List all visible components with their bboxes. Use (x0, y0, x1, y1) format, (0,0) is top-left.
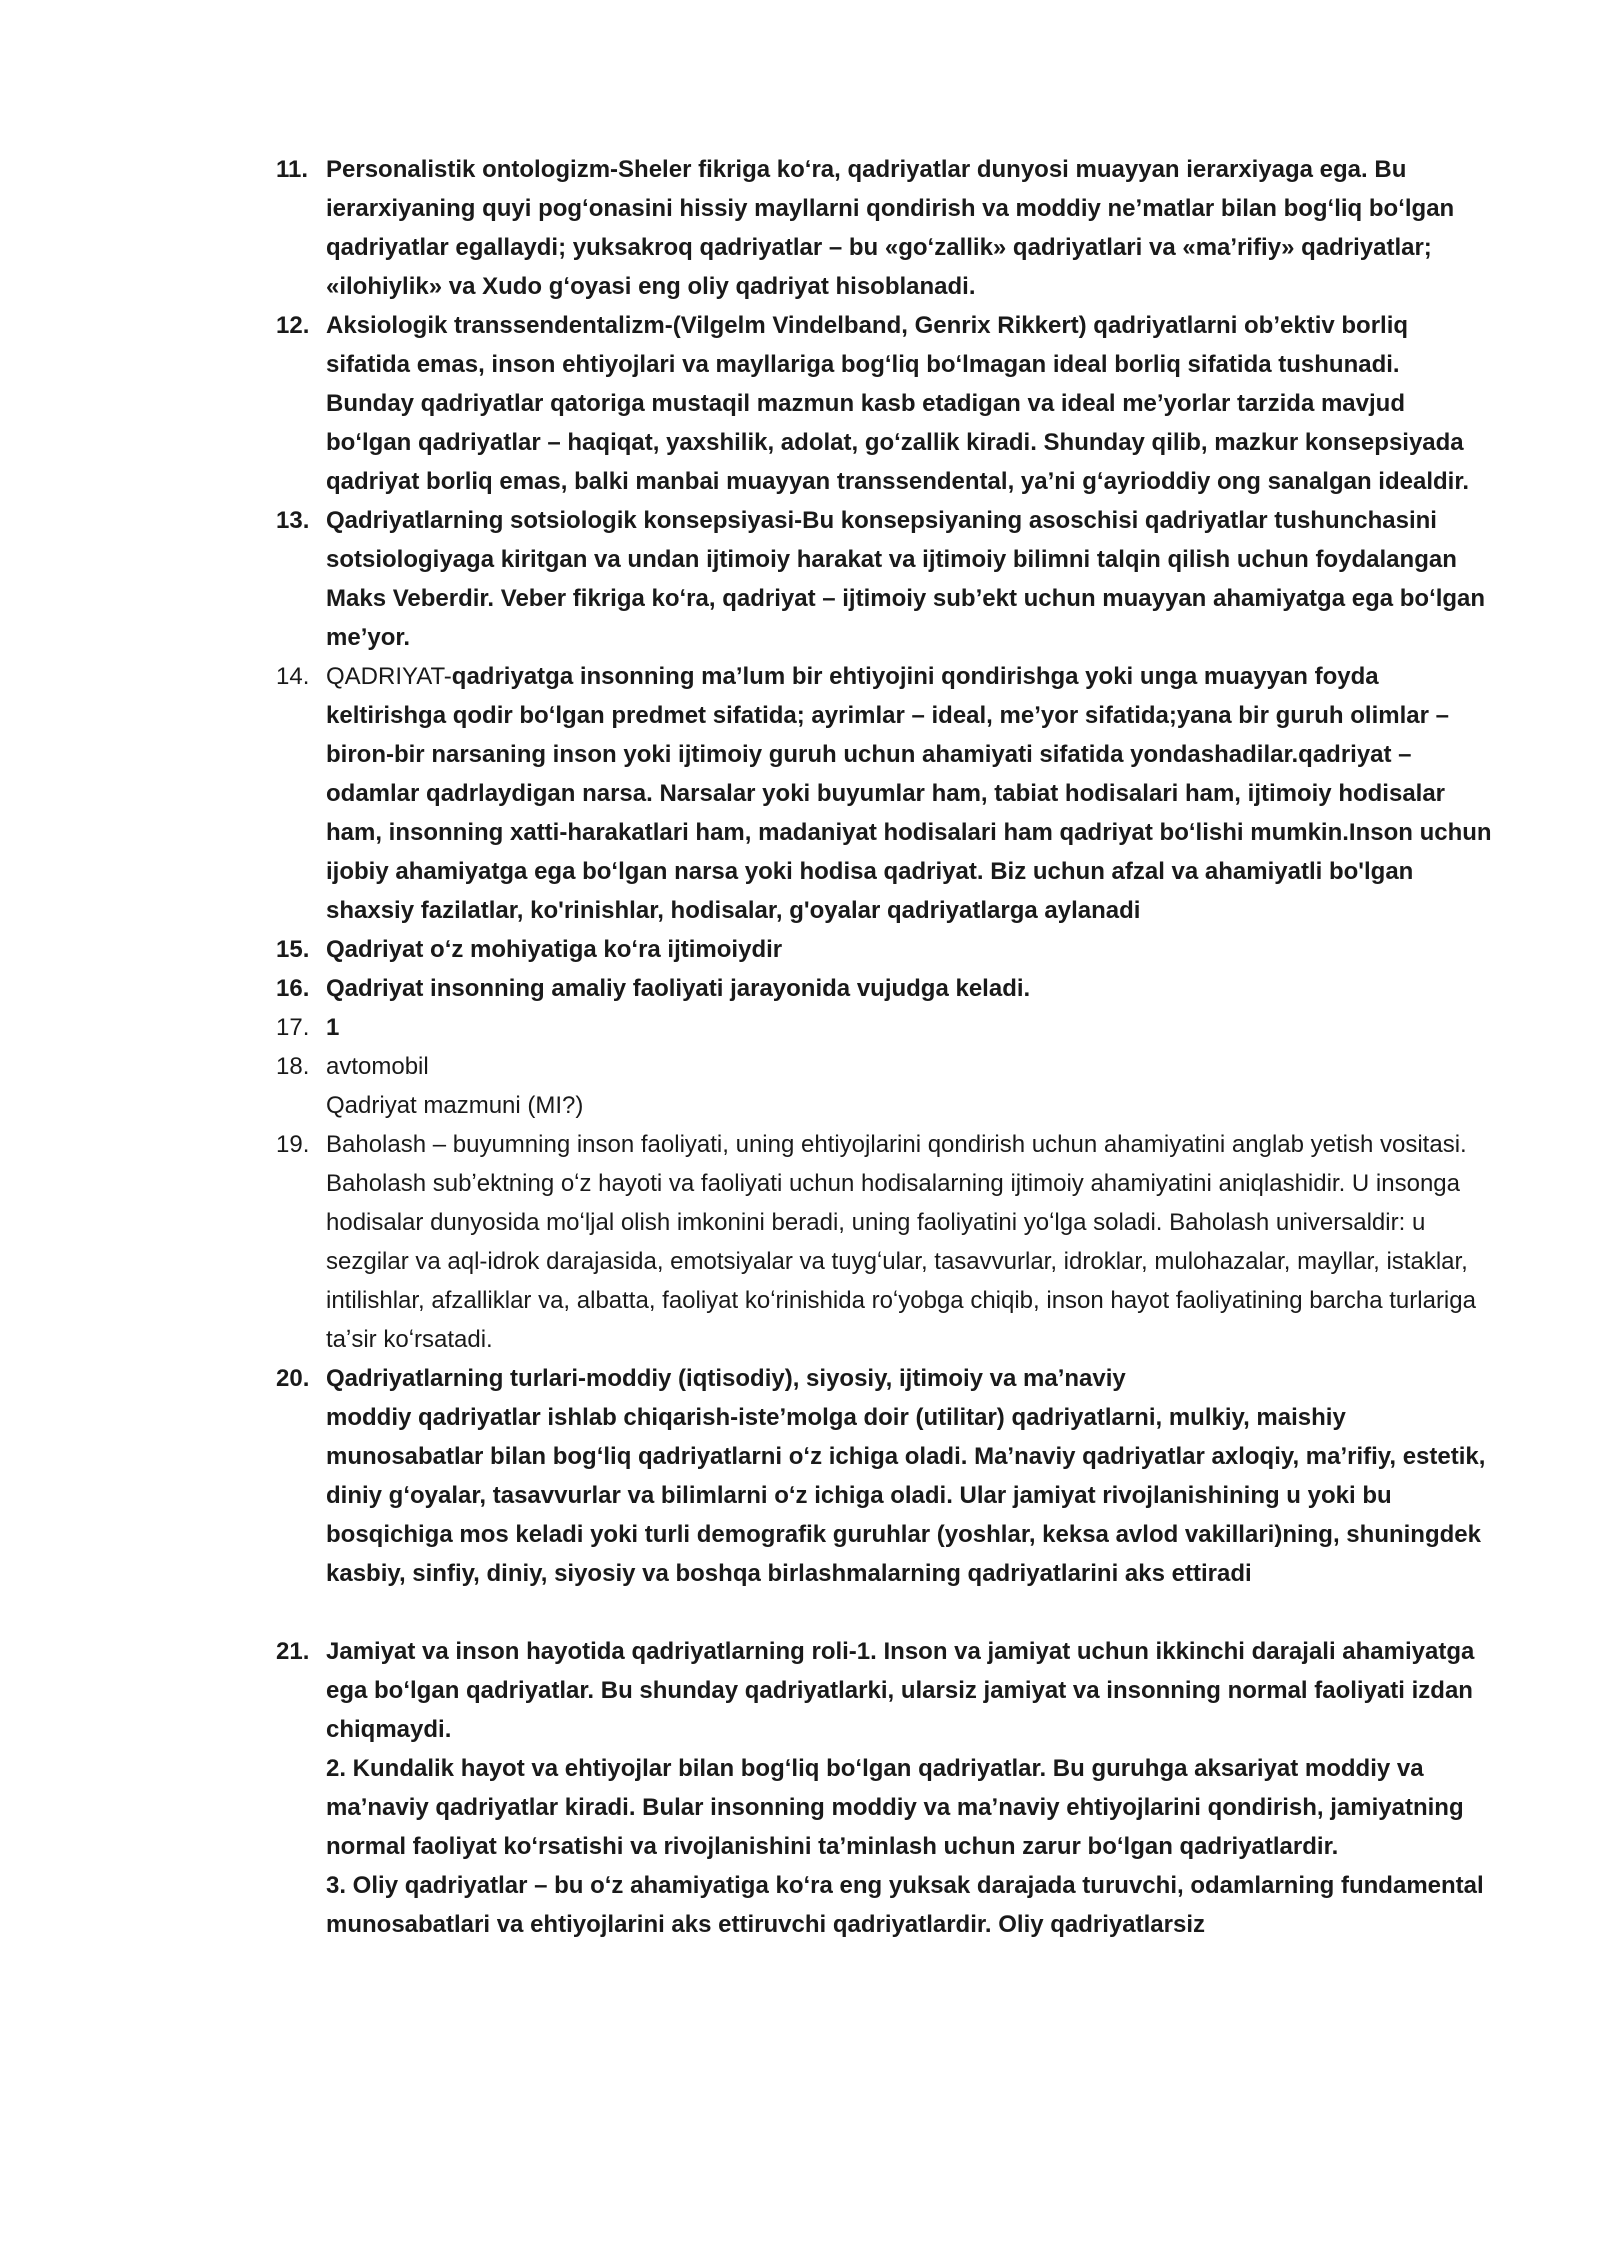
list-number: 19. (276, 1131, 310, 1158)
list-item-17 (276, 1008, 1492, 1047)
list-number: 11. (276, 156, 309, 183)
list-item-subtext: Qadriyat mazmuni (MI?) (326, 1092, 584, 1119)
list-number: 16. (276, 975, 310, 1002)
list-item-18 (276, 1047, 1492, 1125)
list-number: 13. (276, 507, 310, 534)
list-item-16 (276, 969, 1492, 1008)
list-item-paragraph-1: Jamiyat va inson hayotida qadriyatlarning roli-1. Inson va jamiyat uchun ikkinchi darajali ahamiyatga ega boʻlgan qadriyatlar. Bu shunday qadriyatlarki, ularsiz jamiyat va insonning normal faoliyati izdan chiqmaydi. (326, 1638, 1475, 1743)
list-number: 14. (276, 663, 310, 690)
list-number: 21. (276, 1638, 310, 1665)
list-item-paragraph-3: 3. Oliy qadriyatlar – bu oʻz ahamiyatiga koʻra eng yuksak darajada turuvchi, odamlarning fundamental munosabatlari va ehtiyojlarini aks ettiruvchi qadriyatlardir. Oliy qadriyatlarsiz (326, 1872, 1484, 1938)
list-item-text (326, 657, 1492, 930)
list-item-text: Baholash – buyumning inson faoliyati, uning ehtiyojlarini qondirish uchun ahamiyatini anglab yetish vositasi. Baholash subʼektning oʻz hayoti va faoliyati uchun hodisalarning ijtimoiy ahamiyatini aniqlashidir. U insonga hodisalar dunyosida moʻljal olish imkonini beradi, uning faoliyatini yoʻlga soladi. Baholash universaldir: u sezgilar va aql-idrok darajasida, emotsiyalar va tuygʻular, tasavvurlar, idroklar, mulohazalar, mayllar, istaklar, intilishlar, afzalliklar va, albatta, faoliyat koʻrinishida roʻyobga chiqib, inson hayot faoliyatining barcha turlariga taʼsir koʻrsatadi. (326, 1131, 1476, 1353)
list-item-text: Personalistik ontologizm-Sheler fikriga koʻra, qadriyatlar dunyosi muayyan ierarxiyaga ega. Bu ierarxiyaning quyi pogʻonasini hissiy mayllarni qondirish va moddiy neʼmatlar bilan bogʻliq boʻlgan qadriyatlar egallaydi; yuksakroq qadriyatlar – bu «goʻzallik» qadriyatlari va «maʼrifiy» qadriyatlar; «ilohiylik» va Xudo gʻoyasi eng oliy qadriyat hisoblanadi. (326, 156, 1455, 300)
list-item-12 (276, 306, 1492, 501)
list-item-paragraph-2: 2. Kundalik hayot va ehtiyojlar bilan bogʻliq boʻlgan qadriyatlar. Bu guruhga aksariyat moddiy va maʼnaviy qadriyatlar kiradi. Bular insonning moddiy va maʼnaviy ehtiyojlarini qondirish, jamiyatning normal faoliyat koʻrsatishi va rivojlanishini taʼminlash uchun zarur boʻlgan qadriyatlardir. (326, 1755, 1464, 1860)
list-item-text: Aksiologik transsendentalizm-(Vilgelm Vindelband, Genrix Rikkert) qadriyatlarni obʼektiv borliq sifatida emas, inson ehtiyojlari va mayllariga bogʻliq boʻlmagan ideal borliq sifatida tushunadi. Bunday qadriyatlar qatoriga mustaqil mazmun kasb etadigan va ideal meʼyorlar tarzida mavjud boʻlgan qadriyatlar – haqiqat, yaxshilik, adolat, goʻzallik kiradi. Shunday qilib, mazkur konsepsiyada qadriyat borliq emas, balki manbai muayyan transsendental, yaʼni gʻayrioddiy ong sanalgan idealdir. (326, 312, 1470, 495)
list-number: 12. (276, 312, 310, 339)
list-item-text: Qadriyatlarning sotsiologik konsepsiyasi-Bu konsepsiyaning asoschisi qadriyatlar tushunchasini sotsiologiyaga kiritgan va undan ijtimoiy harakat va ijtimoiy bilimni talqin qilish uchun foydalangan Maks Veberdir. Veber fikriga koʻra, qadriyat – ijtimoiy subʼekt uchun muayyan ahamiyatga ega boʻlgan meʼyor. (326, 507, 1486, 651)
list-number: 17. (276, 1014, 310, 1041)
term-lead: QADRIYAT- (326, 663, 452, 690)
list-item-text: moddiy qadriyatlar ishlab chiqarish-isteʼmolga doir (utilitar) qadriyatlarni, mulkiy, maishiy munosabatlar bilan bogʻliq qadriyatlarni oʻz ichiga oladi. Maʼnaviy qadriyatlar axloqiy, maʼrifiy, estetik, diniy gʻoyalar, tasavvurlar va bilimlarni oʻz ichiga oladi. Ular jamiyat rivojlanishining u yoki bu bosqichiga mos keladi yoki turli demografik guruhlar (yoshlar, keksa avlod vakillari)ning, shuningdek kasbiy, sinfiy, diniy, siyosiy va boshqa birlashmalarning qadriyatlarini aks ettiradi (326, 1404, 1486, 1587)
list-item-text: 1 (326, 1014, 340, 1041)
list-item-13 (276, 501, 1492, 657)
list-item-15 (276, 930, 1492, 969)
list-item-text: Qadriyat oʻz mohiyatiga koʻra ijtimoiydir (326, 936, 783, 963)
list-number: 15. (276, 936, 310, 963)
list-item-14 (276, 657, 1492, 930)
list-item-20 (276, 1359, 1492, 1593)
list-item-text: avtomobil (326, 1053, 429, 1080)
blank-line (276, 1593, 1492, 1632)
numbered-list (276, 150, 1492, 1944)
list-item-19 (276, 1125, 1492, 1359)
list-item-text: Qadriyat insonning amaliy faoliyati jarayonida vujudga keladi. (326, 975, 1031, 1002)
list-number: 18. (276, 1053, 310, 1080)
list-item-heading: Qadriyatlarning turlari-moddiy (iqtisodiy), siyosiy, ijtimoiy va maʼnaviy (326, 1365, 1126, 1392)
list-item-21 (276, 1632, 1492, 1944)
list-number: 20. (276, 1365, 310, 1392)
list-item-11 (276, 150, 1492, 306)
term-definition: qadriyatga insonning maʼlum bir ehtiyojini qondirishga yoki unga muayyan foyda keltirishga qodir boʻlgan predmet sifatida; ayrimlar – ideal, meʼyor sifatida;yana bir guruh olimlar – biron-bir narsaning inson yoki ijtimoiy guruh uchun ahamiyati sifatida yondashadilar.qadriyat – odamlar qadrlaydigan narsa. Narsalar yoki buyumlar ham, tabiat hodisalari ham, ijtimoiy hodisalar ham, insonning xatti-harakatlari ham, madaniyat hodisalari ham qadriyat boʻlishi mumkin.Inson uchun ijobiy ahamiyatga ega boʻlgan narsa yoki hodisa qadriyat. Biz uchun afzal va ahamiyatli bo'lgan shaxsiy fazilatlar, ko'rinishlar, hodisalar, g'oyalar qadriyatlarga aylanadi (326, 663, 1492, 924)
